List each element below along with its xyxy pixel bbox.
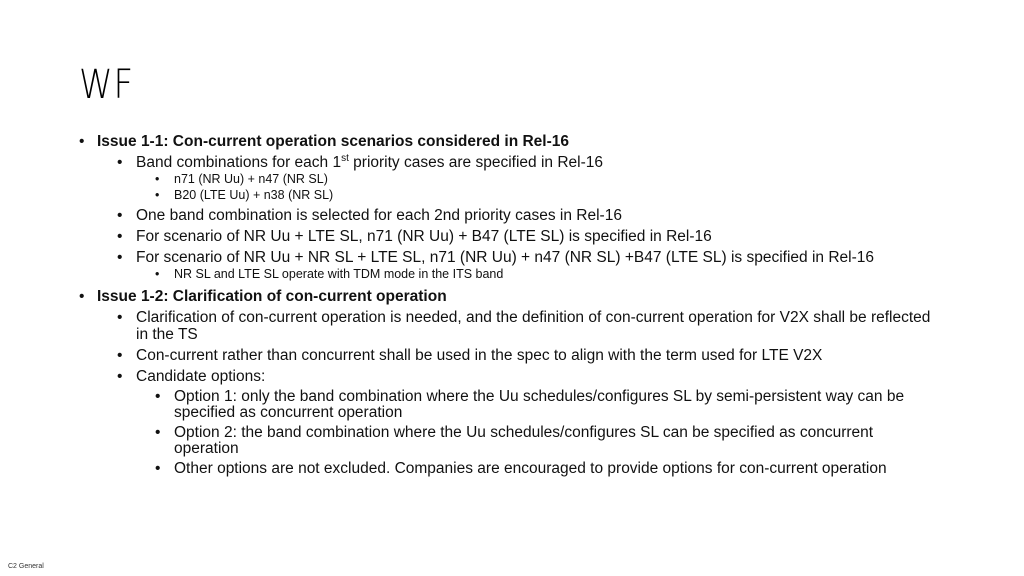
- issue-1-1-item: [79, 207, 939, 224]
- band-sub-item: [79, 188, 939, 203]
- bullet: •: [155, 188, 160, 202]
- bullet: •: [117, 347, 123, 364]
- issue-1-2-item-text: Clarification of con-current operation is needed, and the definition of con-current operation for V2X shall be reflected in the TS: [136, 309, 931, 343]
- band-combinations-text-a: Band combinations for each 1: [136, 154, 342, 171]
- issue-1-2-item-text: Candidate options:: [136, 368, 266, 385]
- bullet: •: [155, 172, 160, 186]
- issue-1-2-text: Issue 1-2: Clarification of con-current operation: [97, 288, 447, 305]
- option-item: [79, 389, 939, 421]
- bullet: •: [117, 228, 123, 245]
- slide-title: WF: [79, 62, 134, 108]
- option-item: [79, 425, 939, 457]
- bullet: •: [155, 424, 161, 441]
- bullet: •: [155, 267, 160, 281]
- issue-1-1-item: [79, 228, 939, 245]
- issue-1-2-heading: [79, 288, 939, 305]
- issue-1-1-heading: [79, 133, 939, 150]
- band-combinations-text-b: priority cases are specified in Rel-16: [348, 154, 603, 171]
- option-text: Option 2: the band combination where the Uu schedules/configures SL can be specified as concurrent operation: [174, 424, 874, 457]
- band-combinations-item: [79, 154, 939, 171]
- slide-body: [79, 133, 939, 477]
- issue-1-1-item-text: For scenario of NR Uu + NR SL + LTE SL, n71 (NR Uu) + n47 (NR SL) +B47 (LTE SL) is specified in Rel-16: [136, 249, 874, 266]
- option-text: Option 1: only the band combination where the Uu schedules/configures SL by semi-persistent way can be specified as concurrent operation: [174, 388, 905, 421]
- bullet: •: [155, 388, 161, 405]
- band-sub-text: B20 (LTE Uu) + n38 (NR SL): [174, 188, 334, 202]
- issue-1-2-item: [79, 347, 939, 364]
- option-item: [79, 461, 939, 477]
- issue-1-1-item-text: One band combination is selected for each 2nd priority cases in Rel-16: [136, 207, 622, 224]
- issue-1-1-item: [79, 249, 939, 266]
- issue-1-2-item: [79, 368, 939, 385]
- band-sub-item: [79, 172, 939, 187]
- issue-1-1-item-text: For scenario of NR Uu + LTE SL, n71 (NR Uu) + B47 (LTE SL) is specified in Rel-16: [136, 228, 712, 245]
- tdm-note-item: [79, 267, 939, 282]
- option-text: Other options are not excluded. Companies are encouraged to provide options for con-current operation: [174, 460, 887, 477]
- ordinal-superscript: st: [341, 152, 349, 164]
- bullet: •: [117, 207, 123, 224]
- issue-1-2-item-text: Con-current rather than concurrent shall be used in the spec to align with the term used for LTE V2X: [136, 347, 823, 364]
- bullet: •: [155, 460, 161, 477]
- band-sub-text: n71 (NR Uu) + n47 (NR SL): [174, 172, 328, 186]
- bullet: •: [79, 288, 85, 305]
- issue-1-2-item: [79, 309, 939, 343]
- bullet: •: [117, 154, 123, 171]
- bullet: •: [117, 368, 123, 385]
- bullet: •: [117, 309, 123, 326]
- classification-footer: C2 General: [8, 563, 44, 570]
- bullet: •: [117, 249, 123, 266]
- tdm-note-text: NR SL and LTE SL operate with TDM mode in the ITS band: [174, 267, 504, 281]
- bullet: •: [79, 133, 85, 150]
- issue-1-1-text: Issue 1-1: Con-current operation scenarios considered in Rel-16: [97, 133, 570, 150]
